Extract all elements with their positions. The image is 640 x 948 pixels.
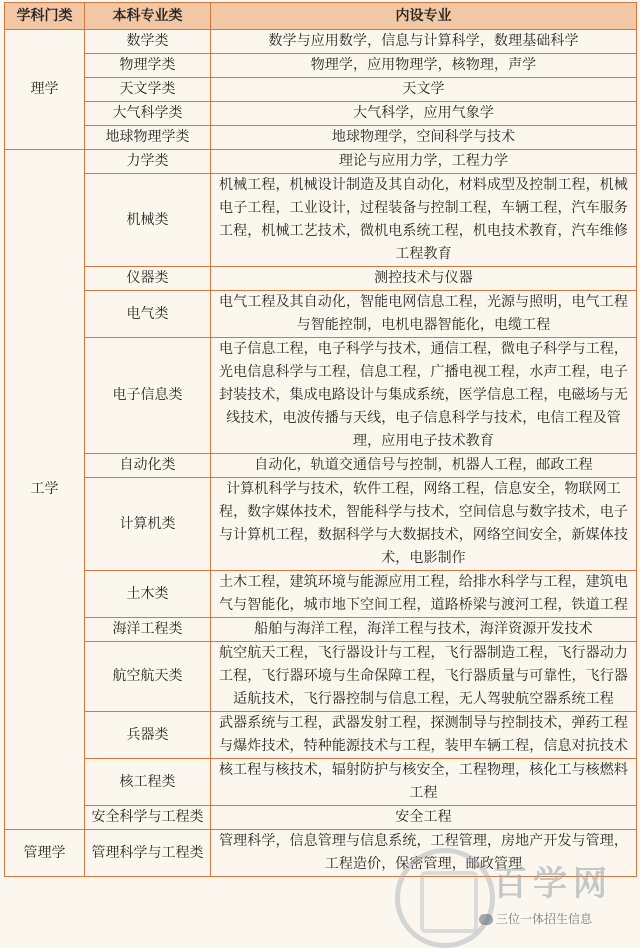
class-cell: 海洋工程类 <box>85 618 211 642</box>
class-cell: 数学类 <box>85 30 211 54</box>
table-row <box>5 454 637 478</box>
class-cell: 机械类 <box>85 174 211 267</box>
table-row <box>5 759 637 806</box>
majors-cell: 数学与应用数学，信息与计算科学，数理基础科学 <box>211 30 637 54</box>
table-row <box>5 806 637 830</box>
table-row <box>5 102 637 126</box>
majors-cell: 测控技术与仪器 <box>211 267 637 291</box>
table-row <box>5 30 637 54</box>
class-cell: 电气类 <box>85 291 211 338</box>
watermark-site-name: 百学网 <box>493 864 613 904</box>
majors-cell: 自动化，轨道交通信号与控制，机器人工程，邮政工程 <box>211 454 637 478</box>
majors-cell: 管理科学，信息管理与信息系统，工程管理，房地产开发与管理，工程造价，保密管理，邮政管理 <box>211 830 637 877</box>
class-cell: 土木类 <box>85 571 211 618</box>
class-cell: 核工程类 <box>85 759 211 806</box>
discipline-cell: 理学 <box>5 30 85 150</box>
class-cell: 物理学类 <box>85 54 211 78</box>
majors-cell: 核工程与核技术，辐射防护与核安全，工程物理，核化工与核燃料工程 <box>211 759 637 806</box>
class-cell: 自动化类 <box>85 454 211 478</box>
class-cell: 计算机类 <box>85 478 211 571</box>
table-row <box>5 54 637 78</box>
class-cell: 地球物理学类 <box>85 126 211 150</box>
class-cell: 力学类 <box>85 150 211 174</box>
class-cell: 管理科学与工程类 <box>85 830 211 877</box>
watermark-account <box>479 910 592 927</box>
table-row <box>5 571 637 618</box>
header-row <box>5 3 637 30</box>
class-cell: 航空航天类 <box>85 642 211 712</box>
majors-cell: 电子信息工程，电子科学与技术，通信工程，微电子科学与工程，光电信息科学与工程，信息工程，广播电视工程，水声工程，电子封装技术，集成电路设计与集成系统，医学信息工程，电磁场与无线技术，电波传播与天线，电子信息科学与技术，电信工程及管理，应用电子技术教育 <box>211 338 637 454</box>
majors-cell: 地球物理学，空间科学与技术 <box>211 126 637 150</box>
discipline-cell: 管理学 <box>5 830 85 877</box>
table-row <box>5 712 637 759</box>
table-row <box>5 150 637 174</box>
table-row <box>5 830 637 877</box>
majors-cell: 土木工程，建筑环境与能源应用工程，给排水科学与工程，建筑电气与智能化，城市地下空间工程，道路桥梁与渡河工程，铁道工程 <box>211 571 637 618</box>
subject-table <box>4 2 637 877</box>
majors-cell: 天文学 <box>211 78 637 102</box>
class-cell: 兵器类 <box>85 712 211 759</box>
class-cell: 天文学类 <box>85 78 211 102</box>
table-row <box>5 126 637 150</box>
header-majors: 内设专业 <box>211 3 637 30</box>
class-cell: 大气科学类 <box>85 102 211 126</box>
watermark-account-name: 三位一体招生信息 <box>496 912 593 926</box>
class-cell: 仪器类 <box>85 267 211 291</box>
majors-cell: 武器系统与工程，武器发射工程，探测制导与控制技术，弹药工程与爆炸技术，特种能源技术与工程，装甲车辆工程，信息对抗技术 <box>211 712 637 759</box>
majors-cell: 航空航天工程，飞行器设计与工程，飞行器制造工程，飞行器动力工程，飞行器环境与生命保障工程，飞行器质量与可靠性，飞行器适航技术，飞行器控制与信息工程，无人驾驶航空器系统工程 <box>211 642 637 712</box>
class-cell: 电子信息类 <box>85 338 211 454</box>
majors-cell: 大气科学，应用气象学 <box>211 102 637 126</box>
majors-cell: 安全工程 <box>211 806 637 830</box>
header-class: 本科专业类 <box>85 3 211 30</box>
header-discipline: 学科门类 <box>5 3 85 30</box>
table-row <box>5 174 637 267</box>
table-row <box>5 642 637 712</box>
majors-cell: 电气工程及其自动化，智能电网信息工程，光源与照明，电气工程与智能控制，电机电器智能化，电缆工程 <box>211 291 637 338</box>
table-row <box>5 291 637 338</box>
table-row <box>5 618 637 642</box>
majors-cell: 机械工程，机械设计制造及其自动化，材料成型及控制工程，机械电子工程，工业设计，过程装备与控制工程，车辆工程，汽车服务工程，机械工艺技术，微机电系统工程，机电技术教育，汽车维修工程教育 <box>211 174 637 267</box>
table-row <box>5 478 637 571</box>
table-row <box>5 338 637 454</box>
table-row <box>5 267 637 291</box>
majors-cell: 物理学，应用物理学，核物理，声学 <box>211 54 637 78</box>
wechat-icon <box>479 914 493 925</box>
majors-cell: 船舶与海洋工程，海洋工程与技术，海洋资源开发技术 <box>211 618 637 642</box>
discipline-cell: 工学 <box>5 150 85 830</box>
majors-cell: 理论与应用力学，工程力学 <box>211 150 637 174</box>
majors-cell: 计算机科学与技术，软件工程，网络工程，信息安全，物联网工程，数字媒体技术，智能科学与技术，空间信息与数字技术，电子与计算机工程，数据科学与大数据技术，网络空间安全，新媒体技术，电影制作 <box>211 478 637 571</box>
table-row <box>5 78 637 102</box>
class-cell: 安全科学与工程类 <box>85 806 211 830</box>
